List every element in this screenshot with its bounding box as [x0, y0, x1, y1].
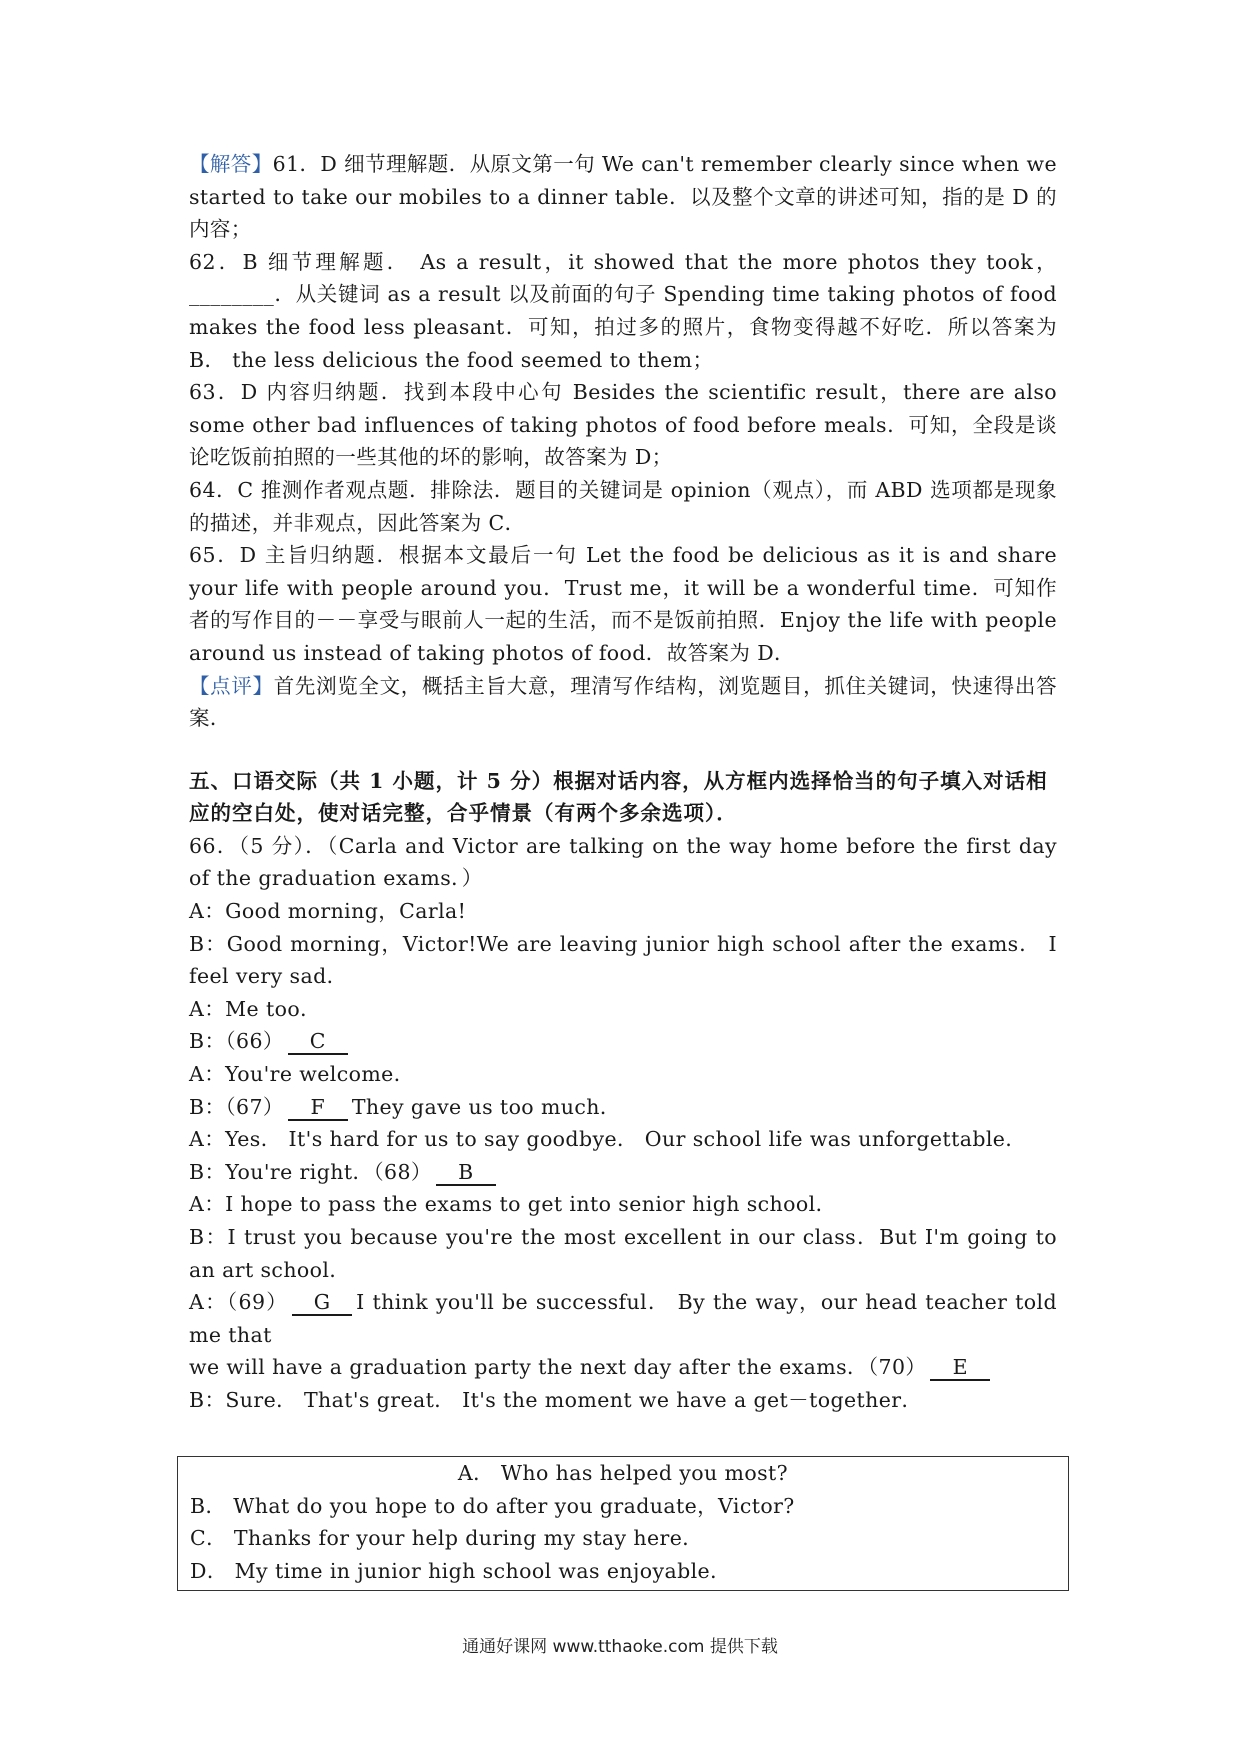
answer-tag: 【解答】	[189, 152, 273, 176]
dialogue-prefix: B：（66）	[189, 1029, 284, 1054]
dialogue-suffix: They gave us too much．	[351, 1094, 621, 1119]
answer-61	[189, 148, 1057, 246]
dialogue-line: A：Good morning，Carla!	[189, 899, 467, 924]
answer-blank-68: B	[436, 1160, 496, 1186]
document-body	[189, 148, 1057, 1417]
dialogue-line: A：You're welcome．	[189, 1062, 415, 1087]
dialogue-line: B：I trust you because you're the most excellent in our class．But I'm going to an art school．	[189, 1225, 1057, 1282]
comment-text: 首先浏览全文，概括主旨大意，理清写作结构，浏览题目，抓住关键词，快速得出答案．	[189, 673, 1057, 731]
answer-64: 64．C 推测作者观点题．排除法．题目的关键词是 opinion（观点），而 ABD 选项都是现象的描述，并非观点，因此答案为 C．	[189, 477, 1057, 535]
dialogue-suffix: I think you'll be successful． By the way，our head teacher told me that	[189, 1290, 1058, 1347]
dialogue-line: B：Good morning，Victor!We are leaving junior high school after the exams． I feel very sad．	[189, 931, 1057, 989]
option-a: A． Who has helped you most?	[457, 1461, 789, 1485]
dialogue-line: A：I hope to pass the exams to get into senior high school．	[189, 1192, 837, 1217]
comment	[189, 670, 1057, 735]
answer-blank-69: G	[292, 1290, 352, 1316]
answer-62: 62．B 细节理解题． As a result，it showed that the more photos they took，________．从关键词 as a result 以及前面的句子 Spending time taking photos of food makes the food less pleasant．可知，拍过多的照片，食物变得越不好吃．所以答案为 B． the less delicious the food seemed to them；	[189, 249, 1057, 372]
dialogue-line: B：Sure． That's great． It's the moment we have a get－together．	[189, 1387, 923, 1412]
dialogue-line: A：Yes． It's hard for us to say goodbye． Our school life was unforgettable．	[189, 1127, 1027, 1152]
dialogue-prefix: we will have a graduation party the next day after the exams．（70）	[189, 1355, 927, 1380]
dialogue-line	[189, 1156, 1057, 1189]
option-b: B． What do you hope to do after you graduate，Victor?	[190, 1493, 795, 1518]
dialogue-prefix: B：You're right．（68）	[189, 1159, 432, 1184]
comment-tag: 【点评】	[189, 673, 274, 698]
dialogue-line	[189, 1091, 1057, 1124]
answer-63: 63．D 内容归纳题．找到本段中心句 Besides the scientific result，there are also some other bad influences of taking photos of food before meals．可知，全段是谈论吃饭前拍照的一些其他的坏的影响，故答案为 D；	[189, 380, 1057, 470]
option-d: D． My time in junior high school was enjoyable．	[190, 1558, 731, 1583]
dialogue-prefix: A：（69）	[189, 1290, 289, 1315]
options-box	[177, 1456, 1069, 1591]
answer-blank-70: E	[930, 1355, 990, 1381]
question-66-intro: 66．（5 分）．（Carla and Victor are talking on the way home before the first day of the graduation exams．）	[189, 833, 1057, 891]
section-heading: 五、口语交际（共 1 小题，计 5 分）根据对话内容，从方框内选择恰当的句子填入对话相应的空白处，使对话完整，合乎情景（有两个多余选项）．	[189, 768, 1048, 826]
dialogue-line	[189, 1351, 1057, 1384]
answer-blank-67: F	[288, 1095, 348, 1121]
option-c: C． Thanks for your help during my stay here．	[190, 1526, 704, 1551]
answer-61-text: 61．D 细节理解题．从原文第一句 We can't remember clearly since when we started to take our mobiles to a dinner table．以及整个文章的讲述可知，指的是 D 的内容；	[189, 152, 1057, 242]
dialogue-line: A：Me too．	[189, 996, 321, 1021]
spacer	[189, 735, 1057, 765]
answer-blank-66: C	[288, 1029, 348, 1055]
dialogue-line	[189, 1286, 1057, 1351]
page-footer: 通通好课网 www.tthaoke.com 提供下载	[462, 1637, 778, 1657]
dialogue-line	[189, 1025, 1057, 1058]
dialogue-prefix: B：（67）	[189, 1094, 284, 1119]
answer-65: 65．D 主旨归纳题．根据本文最后一句 Let the food be delicious as it is and share your life with people around you．Trust me，it will be a wonderful time．可知作者的写作目的－－享受与眼前人一起的生活，而不是饭前拍照．Enjoy the life with people around us instead of taking photos of food．故答案为 D．	[189, 543, 1057, 665]
